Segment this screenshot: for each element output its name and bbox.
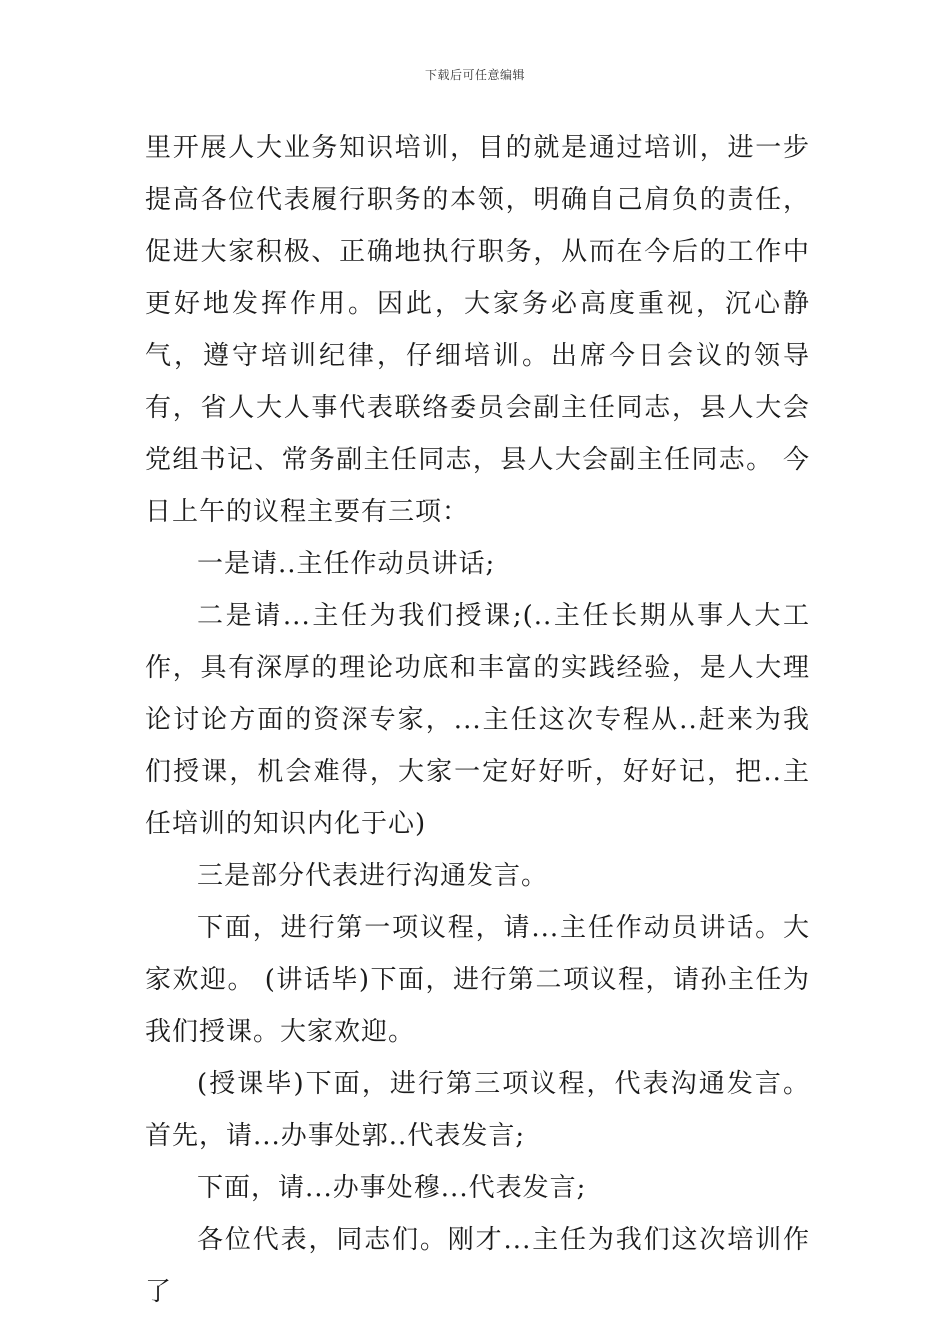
- paragraph-closing-start: 各位代表，同志们。刚才...主任为我们这次培训作了: [145, 1225, 810, 1307]
- page-header-note: 下载后可任意编辑: [424, 68, 525, 82]
- document-body: [145, 122, 810, 1318]
- paragraph-agenda-item-3: 三是部分代表进行沟通发言。: [197, 861, 549, 891]
- paragraph-next-speaker: 下面，请...办事处穆...代表发言;: [197, 1173, 587, 1203]
- paragraph-third-item-start: (授课毕)下面，进行第三项议程，代表沟通发言。 首先，请...办事处郭..代表发言;: [145, 1069, 810, 1151]
- paragraph-agenda-item-2: 二是请...主任为我们授课;(..主任长期从事人大工作，具有深厚的理论功底和丰富的实践经验，是人大理论讨论方面的资深专家，...主任这次专程从..赶来为我们授课，机会难得，大家一定好好听，好好记，把..主任培训的知识内化于心): [145, 601, 810, 839]
- paragraph-agenda-item-1: 一是请..主任作动员讲话;: [197, 549, 496, 579]
- paragraph-first-item-speech: 下面，进行第一项议程，请...主任作动员讲话。大家欢迎。 (讲话毕)下面，进行第二项议程，请孙主任为我们授课。大家欢迎。: [145, 913, 810, 1047]
- paragraph-training-purpose: 里开展人大业务知识培训，目的就是通过培训，进一步提高各位代表履行职务的本领，明确自己肩负的责任，促进大家积极、正确地执行职务，从而在今后的工作中更好地发挥作用。因此，大家务必高度重视，沉心静气，遵守培训纪律，仔细培训。出席今日会议的领导有，省人大人事代表联络委员会副主任同志，县人大会党组书记、常务副主任同志，县人大会副主任同志。 今日上午的议程主要有三项：: [145, 133, 810, 527]
